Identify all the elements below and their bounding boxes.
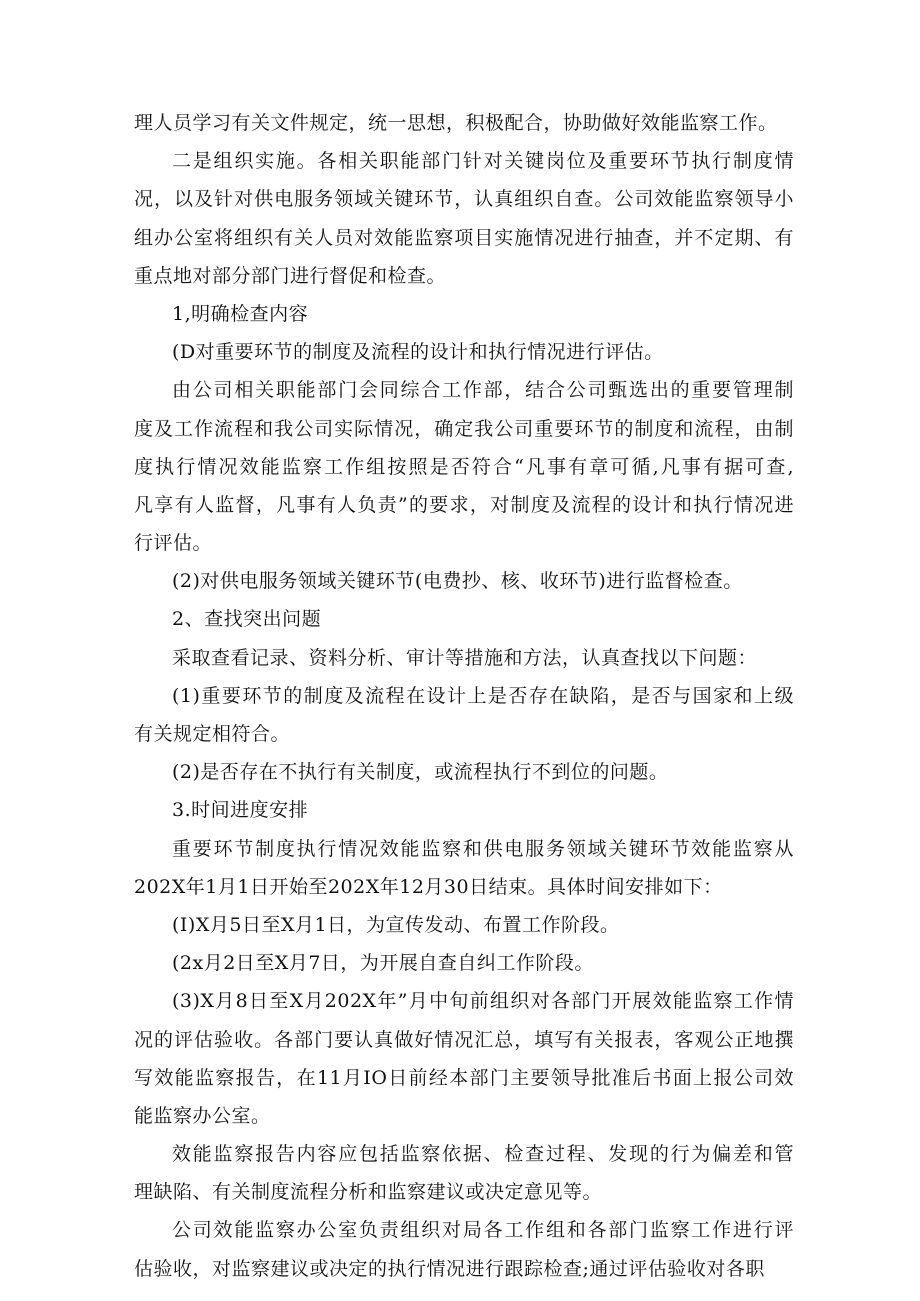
text-line: (I)X月5日至X月1日，为宣传发动、布置工作阶段。 [172, 913, 620, 936]
paragraph [134, 753, 794, 791]
text-line: (2)对供电服务领域关键环节(电费抄、核、收环节)进行监督检查。 [172, 570, 743, 593]
text-line: 写效能监察报告，在11月IO日前经本部门主要领导批准后书面上报公司效 [134, 1066, 794, 1089]
text-line: 二是组织实施。各相关职能部门针对关键岗位及重要环节执行制度情 [172, 150, 794, 173]
paragraph [134, 1211, 794, 1287]
paragraph [134, 104, 794, 142]
text-line: 有关规定相符合。 [134, 723, 291, 745]
paragraph [134, 1135, 794, 1211]
paragraph [134, 944, 794, 982]
text-line: 况的评估验收。各部门要认真做好情况汇总，填写有关报表，客观公正地撰 [134, 1028, 794, 1051]
text-line: 度及工作流程和我公司实际情况，确定我公司重要环节的制度和流程，由制 [134, 417, 794, 440]
paragraph [134, 906, 794, 944]
text-line: 凡享有人监督，凡事有人负责”的要求，对制度及流程的设计和执行情况进 [134, 493, 794, 516]
text-line: 组办公室将组织有关人员对效能监察项目实施情况进行抽查，并不定期、有 [134, 226, 794, 249]
paragraph [134, 295, 794, 333]
paragraph [134, 333, 794, 371]
paragraph [134, 371, 794, 562]
text-line: 能监察办公室。 [134, 1104, 271, 1127]
text-line: 采取查看记录、资料分析、审计等措施和方法，认真查找以下问题： [172, 646, 758, 669]
text-line: (2)是否存在不执行有关制度，或流程执行不到位的问题。 [172, 761, 669, 784]
text-line: 由公司相关职能部门会同综合工作部，结合公司甄选出的重要管理制 [172, 379, 794, 402]
paragraph [134, 791, 794, 829]
paragraph [134, 600, 794, 638]
text-line: 效能监察报告内容应包括监察依据、检查过程、发现的行为偏差和管 [172, 1143, 794, 1166]
document-body [134, 104, 794, 1288]
text-line: (2x月2日至X月7日，为开展自查自纠工作阶段。 [172, 952, 594, 975]
paragraph [134, 677, 794, 753]
paragraph [134, 562, 794, 600]
text-line: 202X年1月1日开始至202X年12月30日结束。具体时间安排如下： [134, 875, 723, 898]
text-line: 况，以及针对供电服务领域关键环节，认真组织自查。公司效能监察领导小 [134, 188, 794, 211]
paragraph [134, 982, 794, 1135]
text-line: 行评估。 [134, 532, 213, 555]
text-line: 理缺陷、有关制度流程分析和监察建议或决定意见等。 [134, 1181, 603, 1204]
paragraph [134, 639, 794, 677]
text-line: 度执行情况效能监察工作组按照是否符合“凡事有章可循,凡事有据可查, [134, 455, 794, 478]
text-line: (3)X月8日至X月202X年”月中旬前组织对各部门开展效能监察工作情 [172, 990, 794, 1013]
text-line: 2、查找突出问题 [172, 608, 322, 631]
text-line: 重要环节制度执行情况效能监察和供电服务领域关键环节效能监察从 [172, 837, 794, 860]
text-line: 重点地对部分部门进行督促和检查。 [134, 264, 447, 287]
text-line: 理人员学习有关文件规定，统一思想，积极配合，协助做好效能监察工作。 [134, 112, 778, 134]
paragraph [134, 830, 794, 906]
text-line: (1)重要环节的制度及流程在设计上是否存在缺陷，是否与国家和上级 [172, 684, 794, 707]
text-line: (D对重要环节的制度及流程的设计和执行情况进行评估。 [172, 341, 664, 364]
text-line: 1,明确检查内容 [172, 302, 309, 325]
text-line: 3.时间进度安排 [172, 799, 309, 822]
text-line: 公司效能监察办公室负责组织对局各工作组和各部门监察工作进行评 [172, 1219, 794, 1242]
paragraph [134, 142, 794, 295]
text-line: 估验收，对监察建议或决定的执行情况进行跟踪检查;通过评估验收对各职 [134, 1257, 765, 1280]
